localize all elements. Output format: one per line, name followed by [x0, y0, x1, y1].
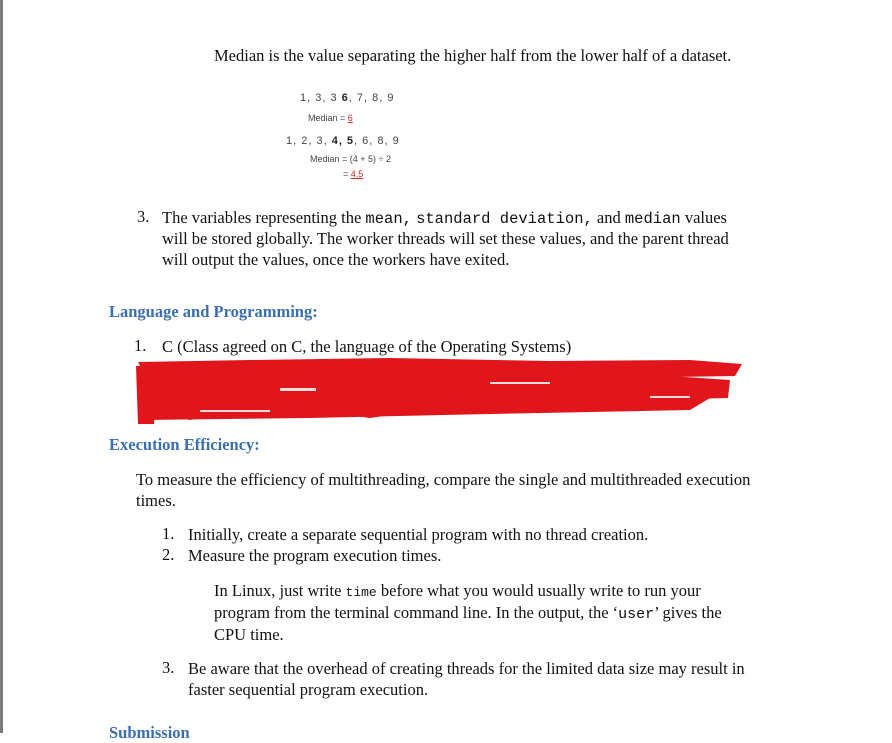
code-time: time: [345, 585, 377, 600]
list-number: 3.: [162, 658, 175, 677]
median-odd-line: [308, 113, 353, 123]
list-item-measure-times: Measure the program execution times.: [188, 546, 442, 565]
page-border: [0, 0, 3, 733]
sequence-odd: [300, 92, 394, 104]
list-number: 2.: [162, 545, 175, 564]
list-item-overhead-line2: faster sequential program execution.: [188, 680, 429, 699]
note-line1: [214, 580, 701, 603]
note-line3: CPU time.: [214, 625, 284, 644]
section-heading-execution: Execution Efficiency:: [109, 435, 260, 454]
note2-text-a: program from the terminal command line. In the output, the ‘: [214, 603, 619, 622]
section-heading-language: Language and Programming:: [109, 302, 318, 321]
code-user: user: [618, 606, 655, 623]
seq1-median-digit: 6: [341, 92, 349, 104]
median2-value: 4.5: [350, 169, 364, 179]
intro-text: Median is the value separating the higher half from the lower half of a dataset.: [214, 46, 732, 65]
item3-text-a: The variables representing the: [162, 208, 366, 227]
median2-equals: =: [343, 169, 351, 179]
seq1-part-b: , 7, 8, 9: [348, 92, 395, 104]
seq1-part-a: 1, 3, 3: [300, 92, 342, 104]
execution-para-line1: To measure the efficiency of multithreading, compare the single and multithreaded execution: [136, 470, 751, 489]
item3-line3: will output the values, once the workers have exited.: [162, 250, 510, 269]
section-heading-submission: Submission: [109, 723, 190, 742]
item3-text-and: and: [592, 208, 625, 227]
median-even-result: [343, 169, 363, 179]
median1-value: 6: [347, 113, 353, 123]
note-line2: [214, 602, 722, 625]
seq2-part-a: 1, 2, 3,: [286, 135, 332, 147]
item3-line2: will be stored globally. The worker threads will set these values, and the parent thread: [162, 229, 729, 248]
median-even-formula: Median = (4 + 5) ÷ 2: [310, 154, 391, 164]
seq2-median-digits: 4, 5: [331, 135, 355, 147]
note-text-b: before what you would usually write to run your: [376, 581, 701, 600]
median1-label: Median =: [308, 113, 348, 123]
red-redaction-scribble: [130, 352, 755, 432]
sequence-even: [286, 135, 400, 147]
note-text-a: In Linux, just write: [214, 581, 346, 600]
seq2-part-b: , 6, 8, 9: [354, 135, 400, 147]
list-item-overhead-line1: Be aware that the overhead of creating threads for the limited data size may result in: [188, 659, 745, 678]
list-item-sequential-program: Initially, create a separate sequential program with no thread creation.: [188, 525, 649, 544]
list-number: 1.: [134, 336, 147, 355]
code-standard-deviation: standard deviation,: [416, 210, 593, 228]
code-mean: mean,: [365, 210, 412, 228]
list-number: 1.: [162, 524, 175, 543]
item3-text-b: values: [680, 208, 727, 227]
code-median: median: [624, 210, 681, 228]
execution-para-line2: times.: [136, 491, 176, 510]
list-item-language-c: C (Class agreed on C, the language of the Operating Systems): [162, 337, 572, 356]
list-item-globals: [162, 207, 727, 230]
list-number: 3.: [137, 207, 150, 226]
note2-text-b: ’ gives the: [654, 603, 722, 622]
